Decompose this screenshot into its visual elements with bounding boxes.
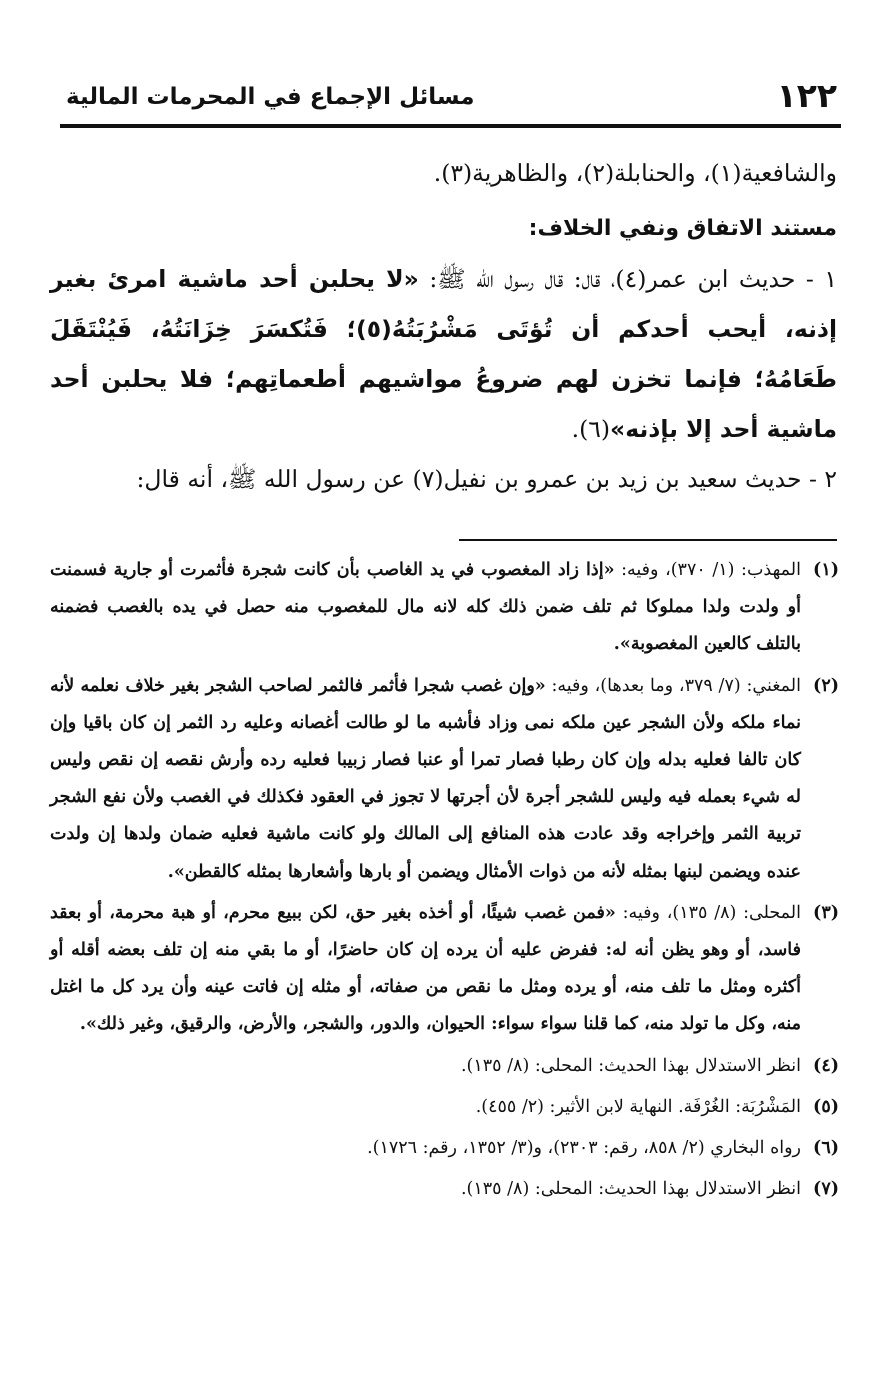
footnote-text: انظر الاستدلال بهذا الحديث: المحلى: (٨/ ١٣٥). — [460, 1055, 801, 1076]
footnote-number: (٥) — [813, 1096, 839, 1117]
footnote-number: (٦) — [813, 1138, 839, 1159]
hadith-paragraph-1 — [50, 254, 837, 454]
footnote-source: المحلى: (٨/ ١٣٥)، وفيه: — [622, 902, 801, 923]
header-rule — [60, 124, 841, 128]
section-heading: مستند الاتفاق ونفي الخلاف: — [528, 216, 837, 241]
footnote-separator — [459, 539, 837, 541]
hadith-1-ending: (٦). — [571, 415, 611, 443]
footnote-5 — [50, 1089, 839, 1126]
footnote-source: المغني: (٧/ ٣٧٩، وما بعدها)، وفيه: — [551, 675, 801, 696]
footnote-2 — [50, 668, 839, 891]
footnote-7 — [50, 1171, 839, 1208]
footnote-number: (١) — [813, 560, 839, 580]
running-title: مسائل الإجماع في المحرمات المالية — [66, 84, 475, 110]
footnote-number: (٣) — [813, 902, 839, 923]
footnote-number: (٢) — [813, 675, 839, 696]
main-text — [50, 148, 837, 504]
footnote-text: رواه البخاري (٢/ ٨٥٨، رقم: ٢٣٠٣)، و(٣/ ١٣٥٢، رقم: ١٧٢٦). — [367, 1138, 801, 1159]
footnote-4 — [50, 1048, 839, 1085]
footnotes — [50, 552, 839, 1212]
hadith-1-intro: ١ - حديث ابن عمر(٤)، قال: قال رسول الله ﷺ: — [429, 265, 837, 293]
opening-line: والشافعية(١)، والحنابلة(٢)، والظاهرية(٣). — [433, 159, 837, 187]
footnote-1 — [50, 552, 839, 664]
footnote-number: (٤) — [813, 1055, 839, 1076]
page-header — [60, 72, 841, 128]
footnote-text: المَشْرُبَة: الغُرْفَة. النهاية لابن الأثير: (٢/ ٤٥٥). — [475, 1096, 801, 1117]
hadith-1-text: «لا يحلبن أحد ماشية امرئ بغير إذنه، أيحب أحدكم أن تُؤتَى مَشْرُبَتُهُ(٥)؛ فَتُكسَرَ خِزَانَتُهُ، فَيُنْتَقَلَ طَعَامُهُ؛ فإنما تخزن لهم ضروعُ مواشيهم أطعماتِهم؛ فلا يحلبن أحد ماشية أحد إلا بإذنه» — [50, 265, 838, 443]
footnote-text: انظر الاستدلال بهذا الحديث: المحلى: (٨/ ١٣٥). — [460, 1179, 801, 1200]
footnote-6 — [50, 1130, 839, 1167]
page-number: ١٢٢ — [776, 76, 837, 115]
footnote-quote: «إذا زاد المغصوب في يد الغاصب بأن كانت شجرة فأثمرت أو جارية فسمنت أو ولدت ولدا مملوكا ثم تلف ضمن ذلك كله لانه مال للمغصوب منه حصل في يده بالغصب فضمنه بالتلف كالعين المغصوبة». — [50, 560, 801, 655]
footnote-source: المهذب: (١/ ٣٧٠)، وفيه: — [621, 560, 801, 580]
footnote-number: (٧) — [813, 1179, 839, 1200]
hadith-paragraph-2: ٢ - حديث سعيد بن زيد بن عمرو بن نفيل(٧) عن رسول الله ﷺ، أنه قال: — [136, 465, 837, 493]
footnote-3 — [50, 895, 839, 1044]
footnote-quote: «وإن غصب شجرا فأثمر فالثمر لصاحب الشجر بغير خلاف نعلمه لأنه نماء ملكه ولأن الشجر عين ملكه نمى وزاد فأشبه ما لو طالت أغصانه وعليه رد الثمر إن كان باقيا وإن كان تالفا فعليه بدله وإن كان رطبا فصار تمرا أو عنبا فصار زبيبا فعليه رده وأرش نقصه إن نقص وليس له شيء بعمله فيه وليس للشجر أجرة لأن أجرتها لا تجوز في العقود فكذلك في الغصب ولأن نفع الشجر تربية الثمر وإخراجه وقد عادت هذه المنافع إلى المالك ولو كانت ماشية فعليه ضمان ولدها إن ولدت عنده ويضمن لبنها بمثله لأنه من ذوات الأمثال ويضمن أو بارها وأشعارها بمثله كالقطن». — [50, 675, 801, 882]
footnote-quote: «فمن غصب شيئًا، أو أخذه بغير حق، لكن ببيع محرم، أو هبة محرمة، أو بعقد فاسد، أو وهو يظن أنه له: ففرض عليه أن يرده إن كان حاضرًا، أو ما بقي منه إن تلف بعضه أقله أو أكثره ومثل ما تلف منه، أو يرده ومثل ما نقص من صفاته، أو مثله إن فاتت عينه وأن يرد كل ما اغتل منه، وكل ما تولد منه، كما قلنا سواء سواء: الحيوان، والدور، والشجر، والأرض، والرقيق، وغير ذلك». — [50, 902, 801, 1035]
